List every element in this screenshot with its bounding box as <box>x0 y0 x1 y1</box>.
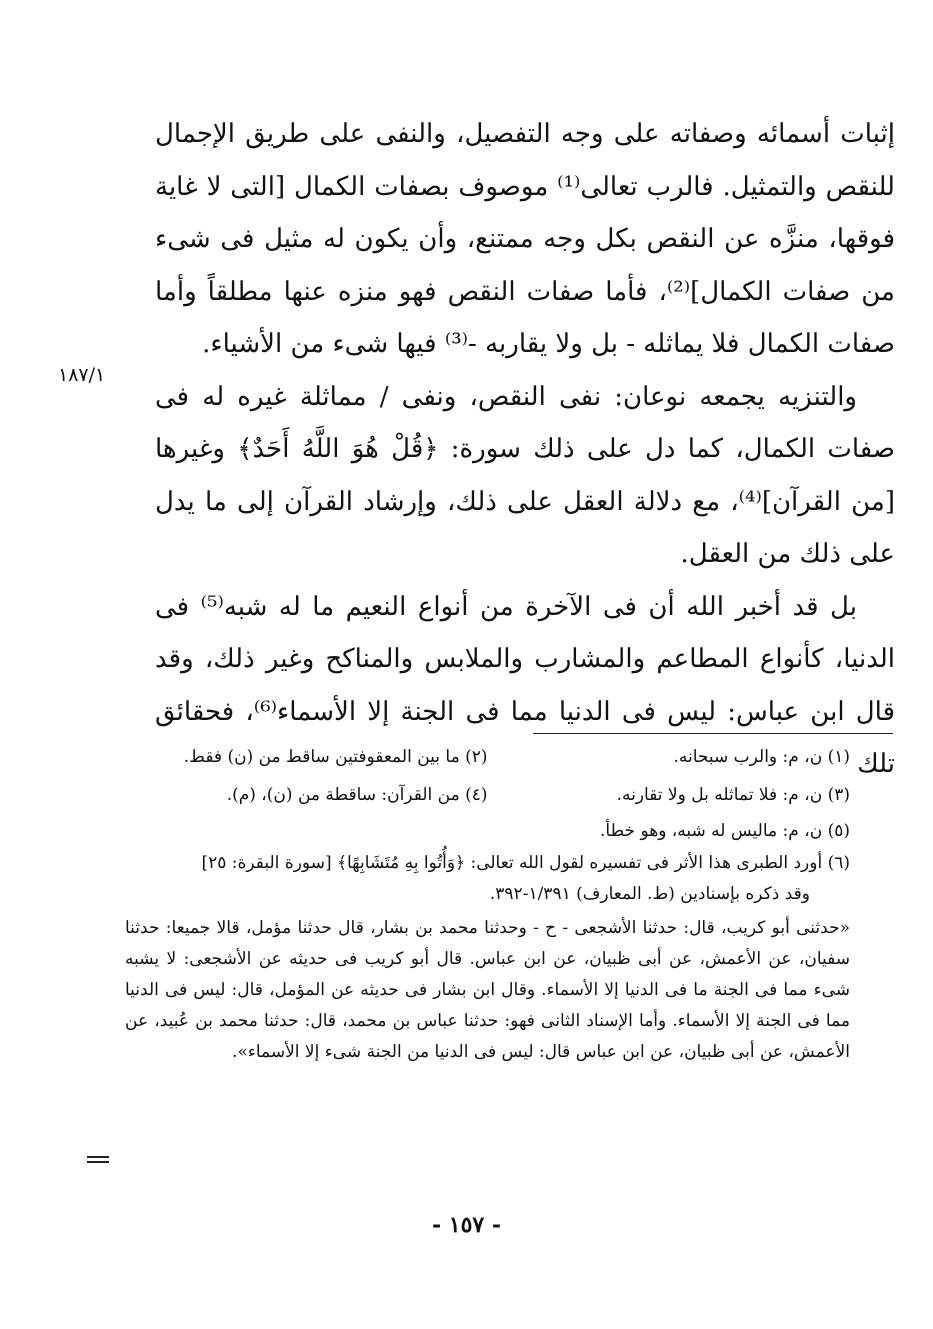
footnote-2: (٢) ما بين المعقوفتين ساقط من (ن) فقط. <box>183 746 488 767</box>
footnote-1: (١) ن، م: والرب سبحانه. <box>673 746 850 767</box>
footnotes <box>125 738 850 1068</box>
footnote-4: (٤) من القرآن: ساقطة من (ن)، (م). <box>226 784 488 805</box>
footnote-6-head: (٦) أورد الطبرى هذا الأثر فى تفسيره لقول الله تعالى: ﴿وَأُتُوا بِهِ مُتَشَابِهًا﴾ [سورة البقرة: ٢٥] <box>201 853 850 873</box>
footnote-row <box>125 776 850 814</box>
footnote-3: (٣) ن، م: فلا تماثله بل ولا تقارنه. <box>616 784 850 805</box>
footnote-divider <box>533 733 893 734</box>
footnote-5: (٥) ن، م: ماليس له شبه، وهو خطأ. <box>600 820 850 841</box>
page-number: - ١٥٧ - <box>431 1212 502 1238</box>
main-text <box>155 108 895 791</box>
margin-page-reference: ١٨٧/١ <box>58 364 106 386</box>
footnote-row <box>125 738 850 776</box>
paragraph-3: بل قد أخبر الله أن فى الآخرة من أنواع النعيم ما له شبه⁽⁵⁾ فى الدنيا، كأنواع المطاعم والمشارب والملابس والمناكح وغير ذلك، وقد قال ابن عباس: ليس فى الدنيا مما فى الجنة إلا الأسماء⁽⁶⁾، فحقائق تلك <box>155 591 895 779</box>
paragraph-1: إثبات أسمائه وصفاته على وجه التفصيل، والنفى على طريق الإجمال للنقص والتمثيل. فالرب تعالى⁽¹⁾ موصوف بصفات الكمال [التى لا غاية فوقها، منزَّه عن النقص بكل وجه ممتنع، وأن يكون له مثيل فى شىء من صفات الكمال]⁽²⁾، فأما صفات النقص فهو منزه عنها مطلقاً وأما صفات الكمال فلا يماثله - بل ولا يقاربه -⁽³⁾ فيها شىء من الأشياء. <box>155 119 895 359</box>
footnote-6 <box>125 848 850 1068</box>
footnote-6-source: وقد ذكره بإسنادين (ط. المعارف) ١/٣٩١-٣٩٢. <box>489 884 810 904</box>
paragraph-2: والتنزيه يجمعه نوعان: نفى النقص، ونفى / مماثلة غيره له فى صفات الكمال، كما دل على ذلك سورة: ﴿قُلْ هُوَ اللَّهُ أَحَدٌ﴾ وغيرها [من القرآن]⁽⁴⁾، مع دلالة العقل على ذلك، وإرشاد القرآن إلى ما يدل على ذلك من العقل. <box>155 381 895 569</box>
equals-mark-icon <box>87 1156 109 1164</box>
footnote-6-quote: «حدثنى أبو كريب، قال: حدثنا الأشجعى - ح - وحدثنا محمد بن بشار، قال حدثنا مؤمل، قالا جميعا: حدثنا سفيان، عن الأعمش، عن أبى ظبيان، عن ابن عباس. قال أبو كريب فى حديثه عن الأشجعى: لا يشبه شىء مما فى الجنة ما فى الدنيا إلا الأسماء. وقال ابن بشار فى حديثه عن المؤمل، قال: ليس فى الدنيا مما فى الجنة إلا الأسماء. وأما الإسناد الثانى فهو: حدثنا عباس بن محمد، قال: حدثنا محمد بن عُبيد، عن الأعمش، عن أبى ظبيان، عن ابن عباس قال: ليس فى الدنيا من الجنة شىء إلا الأسماء». <box>125 918 850 1062</box>
